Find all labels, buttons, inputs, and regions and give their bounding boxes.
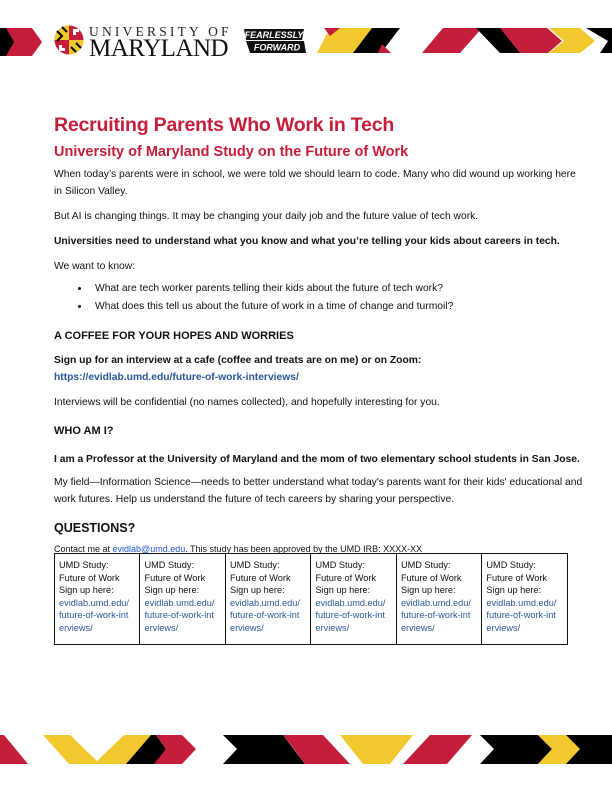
tab-label: UMD Study: — [486, 560, 536, 570]
tab-label: Sign up here: — [229, 585, 285, 595]
tab-link[interactable]: erviews/ — [400, 622, 435, 633]
tab-link[interactable]: evidlab.umd.edu/ — [486, 597, 557, 608]
tear-off-tab — [55, 554, 140, 645]
tab-label: Future of Work — [144, 572, 206, 583]
tab-label: Sign up here: — [59, 585, 114, 595]
tagline-forward: FORWARD — [253, 42, 301, 53]
tear-off-tab — [311, 554, 396, 645]
tab-link[interactable]: evidlab.umd.edu/ — [229, 597, 300, 608]
tab-label: Future of Work — [315, 572, 377, 583]
tab-link[interactable]: erviews/ — [59, 622, 93, 633]
tab-label: UMD Study: — [144, 560, 195, 570]
tab-link[interactable]: future-of-work-int — [229, 610, 300, 620]
contact-email-link[interactable]: evidlab@umd.edu — [112, 544, 186, 554]
tab-link[interactable]: future-of-work-int — [486, 610, 556, 620]
tab-label: Future of Work — [400, 572, 462, 583]
page-subtitle: University of Maryland Study on the Future of Work — [54, 144, 409, 160]
questions-list — [54, 280, 584, 316]
tab-link[interactable]: evidlab.umd.edu/ — [59, 597, 129, 608]
tear-off-tab — [140, 554, 225, 645]
tab-label: UMD Study: — [400, 560, 451, 570]
tab-link[interactable]: erviews/ — [144, 622, 179, 633]
intro-paragraph: When today’s parents were in school, we were told we should learn to code. Many who did wound up working here in Silicon Valley. — [54, 169, 576, 197]
confidential-text: Interviews will be confidential (no names collected), and hopefully interesting for you. — [54, 397, 440, 408]
contact-prefix: Contact me at — [54, 544, 113, 554]
logo-line-university-of: UNIVERSITY OF — [89, 24, 232, 39]
contact-suffix: . This study has been approved by the UMD IRB: XXXX-XX — [185, 544, 423, 554]
maryland-seal-icon — [54, 25, 84, 55]
tab-label: Future of Work — [229, 572, 291, 583]
flyer-body — [54, 113, 584, 556]
tab-link[interactable]: future-of-work-int — [59, 610, 129, 620]
who-heading: WHO AM I? — [54, 425, 114, 437]
tear-off-tab — [482, 554, 568, 645]
tab-label: Future of Work — [59, 572, 120, 583]
list-item: • What does this tell us about the future of work in a time of change and turmoil? — [90, 298, 584, 316]
tear-off-tabs — [54, 553, 568, 645]
signup-link[interactable]: https://evidlab.umd.edu/future-of-work-interviews/ — [54, 372, 299, 383]
ai-paragraph: But AI is changing things. It may be changing your daily job and the future value of tech work. — [54, 211, 479, 222]
tear-off-tab — [225, 554, 310, 645]
tab-label: UMD Study: — [315, 560, 365, 570]
tab-link[interactable]: erviews/ — [486, 622, 521, 633]
logo-line-maryland: MARYLAND — [89, 35, 229, 62]
who-bold-text: I am a Professor at the University of Maryland and the mom of two elementary school students in San Jose. — [54, 454, 580, 465]
tear-off-tab — [396, 554, 481, 645]
tagline-fearlessly: FEARLESSLY — [244, 30, 304, 40]
tab-label: UMD Study: — [229, 560, 280, 570]
tab-link[interactable]: erviews/ — [229, 622, 264, 633]
universities-paragraph: Universities need to understand what you know and what you’re telling your kids about careers in tech. — [54, 236, 560, 247]
bottom-banner-stripes — [0, 734, 612, 764]
questions-heading: QUESTIONS? — [54, 521, 136, 535]
page-title: Recruiting Parents Who Work in Tech — [54, 114, 395, 136]
tab-label: Sign up here: — [400, 585, 456, 595]
field-paragraph: My field—Information Science—needs to better understand what today's parents want for their kids' educational and work futures. Help us understand the future of tech careers by sharing your perspective. — [54, 477, 583, 505]
tab-link[interactable]: evidlab.umd.edu/ — [144, 597, 215, 608]
tab-label: Sign up here: — [486, 585, 542, 595]
want-to-know: We want to know: — [54, 261, 136, 272]
coffee-heading: A COFFEE FOR YOUR HOPES AND WORRIES — [54, 330, 294, 342]
tab-label: Future of Work — [486, 572, 548, 583]
signup-text: Sign up for an interview at a cafe (coffee and treats are on me) or on Zoom: — [54, 355, 422, 366]
tab-label: Sign up here: — [144, 585, 200, 595]
tab-label: UMD Study: — [59, 560, 109, 570]
tab-label: Sign up here: — [315, 585, 371, 595]
fearlessly-forward-logo — [242, 28, 306, 54]
tab-link[interactable]: erviews/ — [315, 622, 350, 633]
university-logo — [89, 26, 232, 60]
tab-link[interactable]: future-of-work-int — [144, 610, 214, 620]
tab-link[interactable]: evidlab.umd.edu/ — [315, 597, 386, 608]
tab-link[interactable]: future-of-work-int — [400, 610, 471, 620]
tab-link[interactable]: future-of-work-int — [315, 610, 385, 620]
list-item: • What are tech worker parents telling their kids about the future of tech work? — [90, 280, 584, 298]
tab-link[interactable]: evidlab.umd.edu/ — [400, 597, 471, 608]
